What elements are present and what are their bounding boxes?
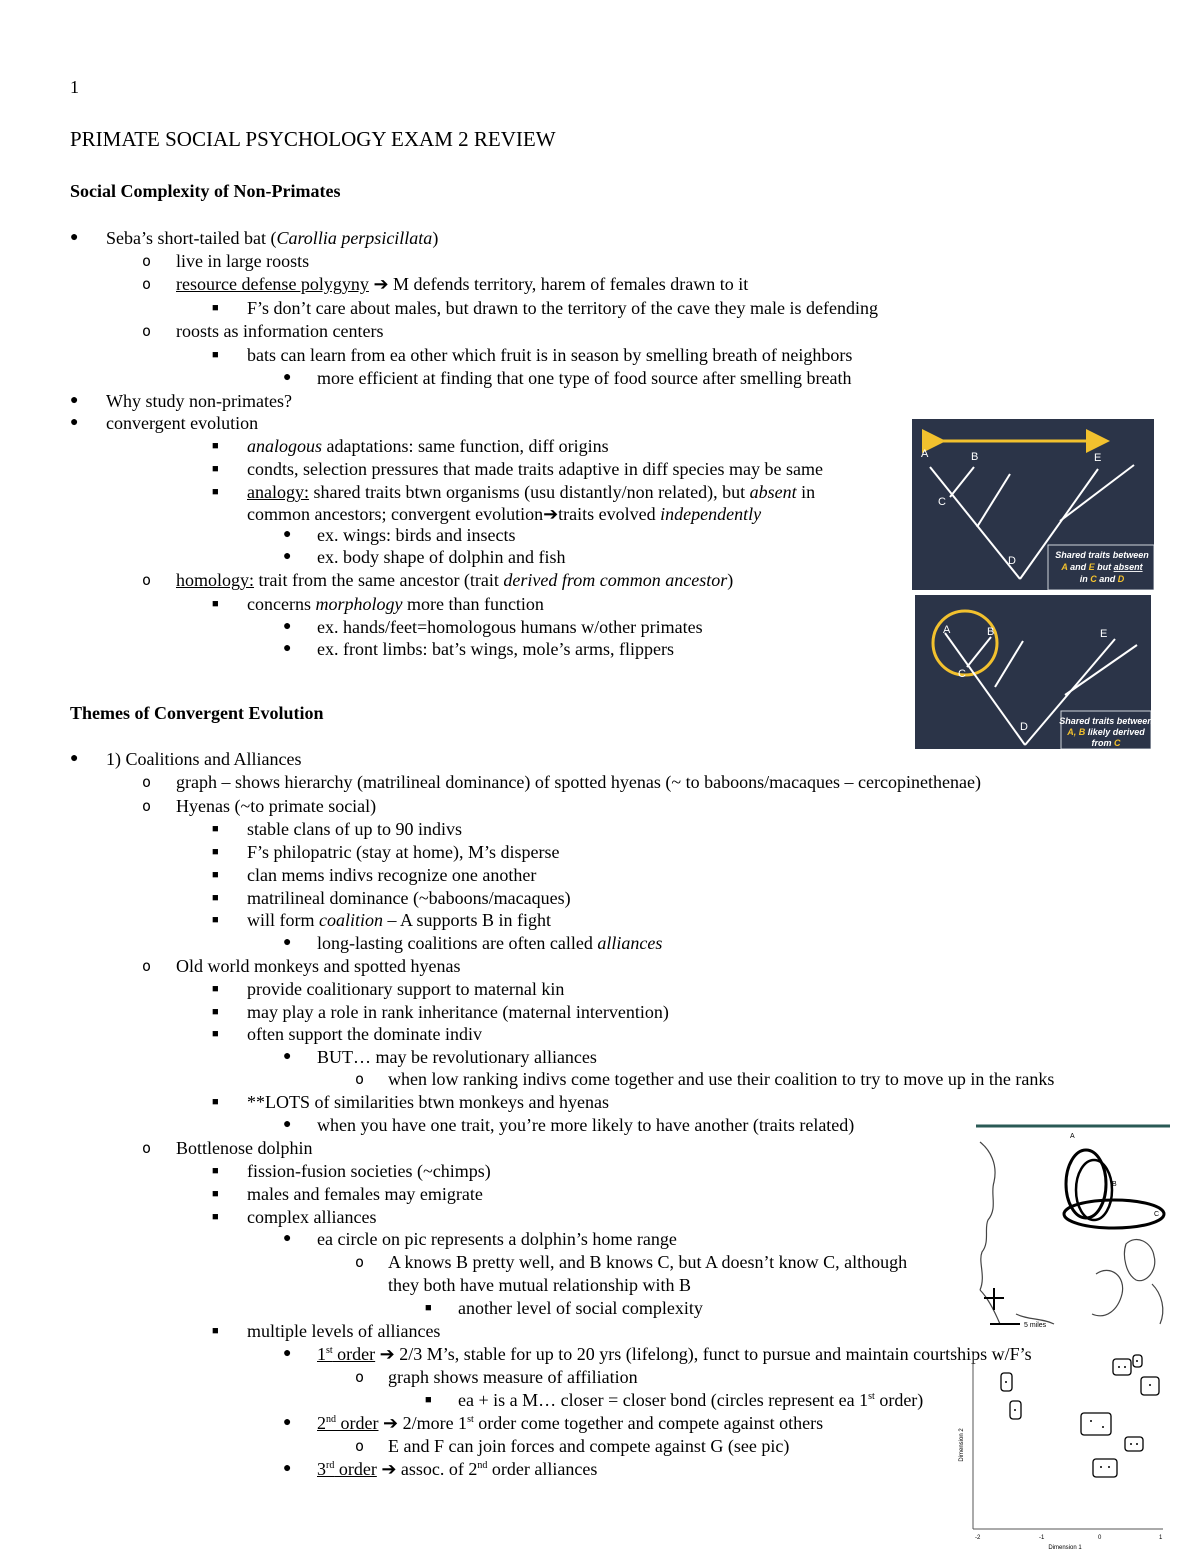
y-axis-label: Dimension 2 <box>959 1428 965 1462</box>
bullet-square-icon: ■ <box>212 463 219 475</box>
bullet-circle-icon: o <box>142 773 152 791</box>
tree-label: C <box>958 668 966 680</box>
page-number: 1 <box>70 77 79 97</box>
range-label: A <box>1070 1133 1075 1140</box>
tree-label: E <box>1100 628 1108 640</box>
bullet-square-icon: ■ <box>212 983 219 995</box>
list-item-continuation: they both have mutual relationship with B <box>388 1275 691 1295</box>
bullet-square-icon: ■ <box>212 1325 219 1337</box>
tick-label: 0 <box>1098 1535 1102 1541</box>
home-range-ellipse <box>1064 1200 1164 1228</box>
caption-line: Shared traits between <box>1055 550 1149 560</box>
page-title: PRIMATE SOCIAL PSYCHOLOGY EXAM 2 REVIEW <box>70 127 556 151</box>
bullet-circle-icon: o <box>142 322 152 340</box>
bullet-square-icon: ■ <box>212 440 219 452</box>
caption-line: from C <box>1091 738 1121 748</box>
first-order-circle <box>1081 1413 1111 1435</box>
bullet-square-icon: ■ <box>212 869 219 881</box>
tree-label: D <box>1008 555 1016 567</box>
section-heading: Social Complexity of Non-Primates <box>70 181 341 201</box>
phylogeny-tree-diagram <box>912 419 1154 590</box>
bullet-disc-icon: ● <box>283 1461 292 1476</box>
bullet-disc-icon: ● <box>283 1346 292 1361</box>
bullet-circle-icon: o <box>142 957 152 975</box>
bullet-square-icon: ■ <box>212 1188 219 1200</box>
bullet-circle-icon: o <box>142 275 152 293</box>
bullet-disc-icon: ● <box>283 1415 292 1430</box>
caption-line: in C and D <box>1079 574 1125 584</box>
bullet-disc-icon: ● <box>70 393 79 408</box>
bullet-disc-icon: ● <box>283 370 292 385</box>
tick-label: -2 <box>975 1535 981 1541</box>
bullet-disc-icon: ● <box>283 527 292 542</box>
bullet-disc-icon: ● <box>70 415 79 430</box>
bullet-circle-icon: o <box>355 1368 365 1386</box>
tree-label: E <box>1094 452 1102 464</box>
tick-label: -1 <box>1039 1535 1045 1541</box>
first-order-circle <box>1125 1437 1143 1451</box>
tree-label: A <box>921 448 929 460</box>
bullet-disc-icon: ● <box>70 230 79 245</box>
tree-label: B <box>971 451 979 463</box>
tree-label: D <box>1020 721 1028 733</box>
list-item-continuation: common ancestors; convergent evolution➔traits evolved independently <box>247 504 762 524</box>
bullet-disc-icon: ● <box>283 619 292 634</box>
affiliation-plot <box>955 1345 1170 1553</box>
bullet-square-icon: ■ <box>425 1394 432 1406</box>
scale-label: 5 miles <box>1024 1322 1047 1329</box>
bullet-square-icon: ■ <box>212 1096 219 1108</box>
bullet-square-icon: ■ <box>212 349 219 361</box>
bullet-square-icon: ■ <box>212 1211 219 1223</box>
bullet-circle-icon: o <box>142 571 152 589</box>
x-axis-label: Dimension 1 <box>1048 1545 1082 1551</box>
bullet-square-icon: ■ <box>212 302 219 314</box>
caption-line: Shared traits between <box>1059 716 1151 726</box>
home-range-map <box>976 1124 1170 1332</box>
bullet-disc-icon: ● <box>283 935 292 950</box>
first-order-circle <box>1093 1459 1117 1477</box>
bullet-square-icon: ■ <box>212 892 219 904</box>
bullet-disc-icon: ● <box>283 1117 292 1132</box>
bullet-circle-icon: o <box>142 797 152 815</box>
bullet-circle-icon: o <box>355 1437 365 1455</box>
bullet-square-icon: ■ <box>212 1006 219 1018</box>
bullet-square-icon: ■ <box>212 823 219 835</box>
range-label: C <box>1154 1211 1160 1218</box>
bullet-disc-icon: ● <box>283 1049 292 1064</box>
bullet-square-icon: ■ <box>212 486 219 498</box>
phylogeny-figure-homology <box>915 595 1151 749</box>
tick-label: 1 <box>1159 1535 1163 1541</box>
bullet-square-icon: ■ <box>212 1028 219 1040</box>
section-heading: Themes of Convergent Evolution <box>70 703 324 723</box>
bullet-disc-icon: ● <box>70 751 79 766</box>
bullet-square-icon: ■ <box>425 1302 432 1314</box>
bullet-disc-icon: ● <box>283 641 292 656</box>
phylogeny-figure-analogy <box>912 419 1154 590</box>
bullet-square-icon: ■ <box>212 1165 219 1177</box>
bullet-square-icon: ■ <box>212 914 219 926</box>
bullet-circle-icon: o <box>142 252 152 270</box>
tree-label: B <box>987 626 995 638</box>
bullet-circle-icon: o <box>355 1070 365 1088</box>
bullet-circle-icon: o <box>355 1253 365 1271</box>
range-label: B <box>1112 1181 1117 1188</box>
affiliation-plot-diagram <box>955 1345 1170 1553</box>
home-range-map-diagram <box>976 1124 1170 1332</box>
bullet-square-icon: ■ <box>212 598 219 610</box>
tree-label: C <box>938 496 946 508</box>
bullet-circle-icon: o <box>142 1139 152 1157</box>
caption-line: A, B likely derived <box>1067 727 1145 737</box>
first-order-circle <box>1113 1359 1131 1375</box>
caption-line: A and E but absent <box>1061 562 1143 572</box>
bullet-disc-icon: ● <box>283 1231 292 1246</box>
bullet-disc-icon: ● <box>283 549 292 564</box>
bullet-square-icon: ■ <box>212 846 219 858</box>
phylogeny-tree-diagram <box>915 595 1151 749</box>
tree-label: A <box>943 624 951 636</box>
